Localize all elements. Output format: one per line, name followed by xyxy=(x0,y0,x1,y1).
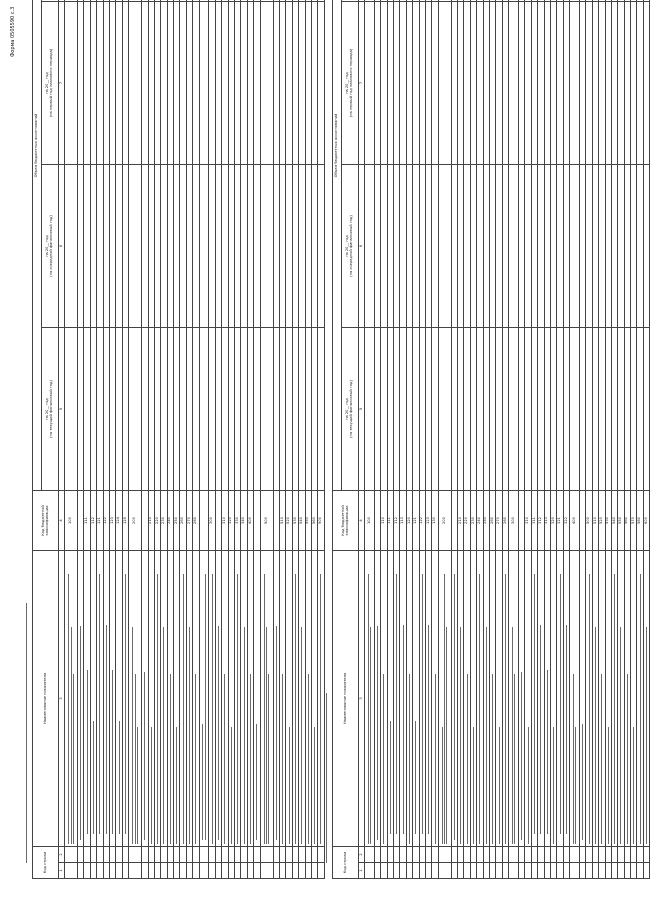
row-kbk: 321 xyxy=(557,491,563,551)
text-line xyxy=(528,727,529,844)
row-code-empty xyxy=(509,847,519,863)
value-cell[interactable] xyxy=(365,165,375,328)
text-line xyxy=(573,674,574,844)
value-cell[interactable] xyxy=(65,2,78,165)
section-1-title xyxy=(24,603,30,863)
text-line xyxy=(390,721,391,834)
header-year-3 xyxy=(342,2,359,165)
row-kbk: 100 xyxy=(365,491,375,551)
row-code-empty xyxy=(260,847,273,863)
value-cell[interactable] xyxy=(65,328,78,491)
value-cell[interactable] xyxy=(509,0,519,2)
value-cell[interactable] xyxy=(199,2,209,165)
table-row xyxy=(643,0,649,879)
value-cell[interactable] xyxy=(260,165,273,328)
row-kbk: 111 xyxy=(84,491,90,551)
row-kbk: 311 xyxy=(531,491,537,551)
row-kbk: 500 xyxy=(586,491,592,551)
column-number: 1 xyxy=(59,863,65,879)
row-kbk: 313 xyxy=(544,491,550,551)
column-number: 3 xyxy=(59,551,65,847)
header-year-1 xyxy=(42,328,59,491)
header-year-note: (на текущий финансовый год) xyxy=(49,380,53,438)
row-kbk: 520 xyxy=(599,491,605,551)
value-cell[interactable] xyxy=(129,165,142,328)
text-line xyxy=(289,727,290,844)
text-line xyxy=(125,574,126,834)
header-year-label: на 20__ год xyxy=(45,235,50,257)
text-line xyxy=(244,627,245,844)
header-year-3 xyxy=(42,2,59,165)
row-name xyxy=(438,551,451,847)
header-year-label: на 20__ год xyxy=(345,398,350,420)
row-kbk: 340 xyxy=(241,491,247,551)
row-kbk: 570 xyxy=(631,491,637,551)
text-line xyxy=(112,670,113,834)
header-year-2 xyxy=(342,165,359,328)
header-group: Объем бюджетных ассигнований xyxy=(333,0,342,491)
row-kbk: 322 xyxy=(563,491,569,551)
value-cell[interactable] xyxy=(438,2,451,165)
row-kbk: 320 xyxy=(550,491,556,551)
text-line xyxy=(137,727,138,844)
value-cell[interactable] xyxy=(438,328,451,491)
header-year-note: (на очередной финансовый год) xyxy=(49,215,53,277)
table-row xyxy=(570,0,580,879)
value-cell[interactable] xyxy=(260,2,273,165)
value-cell[interactable] xyxy=(643,165,649,328)
text-line xyxy=(505,574,506,844)
row-kbk: 580 xyxy=(637,491,643,551)
column-number: 2 xyxy=(59,847,65,863)
row-kbk: 240 xyxy=(477,491,483,551)
row-kbk: 400 xyxy=(247,491,253,551)
column-number: 4 xyxy=(59,491,65,551)
text-line xyxy=(547,670,548,834)
text-line xyxy=(415,721,416,834)
row-kbk: 560 xyxy=(624,491,630,551)
table-row xyxy=(260,0,273,879)
column-number: 3 xyxy=(359,551,365,847)
value-cell[interactable] xyxy=(260,0,273,2)
row-kbk: 540 xyxy=(611,491,617,551)
text-line xyxy=(454,574,455,840)
text-line xyxy=(446,627,447,844)
text-line xyxy=(444,574,445,844)
text-line xyxy=(314,727,315,844)
table-row xyxy=(65,0,78,879)
text-line xyxy=(256,724,257,840)
value-cell[interactable] xyxy=(199,0,209,2)
section-2-title xyxy=(324,693,330,863)
row-kbk: 112 xyxy=(90,491,96,551)
row-code-empty xyxy=(643,847,649,863)
header-year-note: (на первый год планового периода) xyxy=(349,48,353,118)
column-number: 6 xyxy=(59,165,65,328)
text-line xyxy=(409,674,410,844)
header-year-2 xyxy=(42,165,59,328)
row-kbk: 270 xyxy=(186,491,192,551)
value-cell[interactable] xyxy=(365,328,375,491)
header-year-1 xyxy=(342,328,359,491)
row-kbk: 220 xyxy=(154,491,160,551)
column-number: 2 xyxy=(359,847,365,863)
text-line xyxy=(231,727,232,844)
header-year-label: на 20__ год xyxy=(45,72,50,94)
text-line xyxy=(224,674,225,844)
value-cell[interactable] xyxy=(509,165,519,328)
column-number: 5 xyxy=(59,328,65,491)
text-line xyxy=(68,574,69,844)
row-name xyxy=(509,551,519,847)
value-cell[interactable] xyxy=(318,165,324,328)
row-kbk: 260 xyxy=(180,491,186,551)
row-code-empty xyxy=(199,863,209,879)
table-row xyxy=(129,0,142,879)
text-line xyxy=(633,727,634,844)
text-line xyxy=(237,574,238,844)
value-cell[interactable] xyxy=(318,328,324,491)
text-line xyxy=(212,574,213,844)
header-name: Наименование показателя xyxy=(33,551,59,847)
text-line xyxy=(282,674,283,844)
row-kbk xyxy=(199,491,209,551)
table-row xyxy=(365,0,375,879)
text-line xyxy=(264,574,265,844)
section-1-table xyxy=(32,0,325,879)
row-code-empty xyxy=(365,847,375,863)
form-label: Форма 0505590 с.3 xyxy=(10,6,16,57)
text-line xyxy=(479,574,480,844)
text-line xyxy=(295,574,296,844)
text-line xyxy=(566,625,567,834)
table-row xyxy=(438,0,451,879)
text-line xyxy=(80,626,81,840)
text-line xyxy=(87,670,88,834)
header-year-label: на 20__ год xyxy=(345,72,350,94)
text-line xyxy=(540,625,541,834)
value-cell[interactable] xyxy=(129,2,142,165)
text-line xyxy=(553,727,554,844)
text-line xyxy=(514,674,515,844)
row-kbk: 230 xyxy=(161,491,167,551)
text-line xyxy=(308,674,309,844)
text-line xyxy=(512,627,513,844)
row-kbk: 530 xyxy=(605,491,611,551)
row-kbk: 330 xyxy=(235,491,241,551)
header-kbk: Код бюджетной классификации xyxy=(333,491,359,551)
value-cell[interactable] xyxy=(643,0,649,2)
row-code-empty xyxy=(365,863,375,879)
value-cell[interactable] xyxy=(65,0,78,2)
text-line xyxy=(93,721,94,834)
text-line xyxy=(151,727,152,844)
value-cell[interactable] xyxy=(509,328,519,491)
row-name xyxy=(365,551,375,847)
row-kbk: 124 xyxy=(116,491,122,551)
text-line xyxy=(176,727,177,844)
header-year-label: на 20__ год xyxy=(345,235,350,257)
text-line xyxy=(368,574,369,844)
row-kbk: 560 xyxy=(311,491,317,551)
value-cell[interactable] xyxy=(365,2,375,165)
row-code-empty xyxy=(199,847,209,863)
row-kbk: 510 xyxy=(279,491,285,551)
value-cell[interactable] xyxy=(570,165,580,328)
header-year-4 xyxy=(342,0,359,2)
row-kbk: 230 xyxy=(470,491,476,551)
column-number: 1 xyxy=(359,863,365,879)
row-name xyxy=(260,551,273,847)
row-kbk: 270 xyxy=(496,491,502,551)
row-kbk: 112 xyxy=(393,491,399,551)
text-line xyxy=(266,627,267,844)
row-kbk: 120 xyxy=(406,491,412,551)
row-kbk: 280 xyxy=(193,491,199,551)
text-line xyxy=(627,674,628,844)
row-kbk: 540 xyxy=(299,491,305,551)
text-line xyxy=(396,574,397,834)
text-line xyxy=(595,627,596,844)
text-line xyxy=(608,727,609,844)
text-line xyxy=(320,574,321,844)
row-kbk: 400 xyxy=(570,491,580,551)
text-line xyxy=(205,574,206,840)
text-line xyxy=(467,674,468,844)
text-line xyxy=(422,574,423,834)
value-cell[interactable] xyxy=(438,0,451,2)
row-kbk: 110 xyxy=(381,491,387,551)
row-kbk: 123 xyxy=(425,491,431,551)
value-cell[interactable] xyxy=(643,2,649,165)
header-year-note: (на текущий финансовый год) xyxy=(349,380,353,438)
row-kbk: 300 xyxy=(209,491,215,551)
value-cell[interactable] xyxy=(318,2,324,165)
row-name xyxy=(65,551,78,847)
text-line xyxy=(276,626,277,840)
row-kbk: 280 xyxy=(502,491,508,551)
text-line xyxy=(377,626,378,840)
header-year-4 xyxy=(42,0,59,2)
row-kbk: 200 xyxy=(438,491,451,551)
header-year-note: (на первый год планового периода) xyxy=(49,48,53,118)
row-kbk: 310 xyxy=(525,491,531,551)
column-number: 7 xyxy=(359,2,365,165)
text-line xyxy=(189,627,190,844)
row-kbk: 130 xyxy=(432,491,438,551)
text-line xyxy=(614,574,615,844)
text-line xyxy=(106,625,107,834)
text-line xyxy=(268,674,269,844)
text-line xyxy=(473,727,474,844)
header-code: Код строки xyxy=(33,847,59,879)
row-kbk: 125 xyxy=(122,491,128,551)
value-cell[interactable] xyxy=(129,328,142,491)
row-kbk: 550 xyxy=(305,491,311,551)
row-kbk: 550 xyxy=(618,491,624,551)
text-line xyxy=(442,727,443,844)
text-line xyxy=(157,574,158,844)
value-cell[interactable] xyxy=(570,2,580,165)
row-kbk: 100 xyxy=(65,491,78,551)
text-line xyxy=(435,674,436,844)
column-number: 7 xyxy=(59,2,65,165)
column-number: 6 xyxy=(359,165,365,328)
row-kbk: 113 xyxy=(400,491,406,551)
row-kbk: 220 xyxy=(464,491,470,551)
row-name xyxy=(570,551,580,847)
text-line xyxy=(99,574,100,834)
header-year-note: (на очередной финансовый год) xyxy=(349,215,353,277)
text-line xyxy=(403,625,404,834)
value-cell[interactable] xyxy=(509,2,519,165)
row-kbk: 500 xyxy=(260,491,273,551)
row-kbk: 250 xyxy=(483,491,489,551)
row-kbk: 510 xyxy=(592,491,598,551)
header-kbk: Код бюджетной классификации xyxy=(33,491,59,551)
row-name xyxy=(199,551,209,847)
row-code-empty xyxy=(570,847,580,863)
text-line xyxy=(202,724,203,840)
row-code-empty xyxy=(129,863,142,879)
text-line xyxy=(486,627,487,844)
row-code-empty xyxy=(65,847,78,863)
row-code-empty xyxy=(260,863,273,879)
value-cell[interactable] xyxy=(365,0,375,2)
row-kbk: 122 xyxy=(103,491,109,551)
text-line xyxy=(560,574,561,834)
row-kbk: 312 xyxy=(538,491,544,551)
text-line xyxy=(428,625,429,834)
header-code: Код строки xyxy=(333,847,359,879)
row-kbk: 310 xyxy=(222,491,228,551)
text-line xyxy=(589,574,590,844)
header-group: Объем бюджетных ассигнований xyxy=(33,0,42,491)
text-line xyxy=(163,627,164,844)
text-line xyxy=(582,724,583,840)
value-cell[interactable] xyxy=(570,0,580,2)
text-line xyxy=(492,674,493,844)
row-kbk: 121 xyxy=(97,491,103,551)
text-line xyxy=(620,627,621,844)
row-kbk: 200 xyxy=(129,491,142,551)
value-cell[interactable] xyxy=(643,328,649,491)
column-number: 5 xyxy=(359,328,365,491)
header-year-note xyxy=(350,0,354,1)
value-cell[interactable] xyxy=(199,165,209,328)
value-cell[interactable] xyxy=(65,165,78,328)
text-line xyxy=(499,727,500,844)
row-kbk: 121 xyxy=(413,491,419,551)
value-cell[interactable] xyxy=(129,0,142,2)
text-line xyxy=(183,574,184,844)
row-kbk: 260 xyxy=(490,491,496,551)
text-line xyxy=(71,627,72,844)
text-line xyxy=(301,627,302,844)
value-cell[interactable] xyxy=(260,328,273,491)
row-kbk: 122 xyxy=(419,491,425,551)
text-line xyxy=(218,626,219,840)
value-cell[interactable] xyxy=(199,328,209,491)
header-name: Наименование показателя xyxy=(333,551,359,847)
row-kbk: 240 xyxy=(167,491,173,551)
text-line xyxy=(119,721,120,834)
row-kbk: 600 xyxy=(643,491,649,551)
row-code-empty xyxy=(438,863,451,879)
row-name xyxy=(643,551,649,847)
row-kbk: 530 xyxy=(292,491,298,551)
text-line xyxy=(383,674,384,844)
text-line xyxy=(170,674,171,844)
text-line xyxy=(195,674,196,844)
text-line xyxy=(135,674,136,844)
row-kbk: 320 xyxy=(228,491,234,551)
column-number: 4 xyxy=(359,491,365,551)
row-code-empty xyxy=(643,863,649,879)
row-code-empty xyxy=(129,847,142,863)
row-kbk: 520 xyxy=(286,491,292,551)
header-year-note xyxy=(50,0,54,1)
row-code-empty xyxy=(509,863,519,879)
text-line xyxy=(521,672,522,840)
row-kbk: 300 xyxy=(509,491,519,551)
row-name xyxy=(129,551,142,847)
row-kbk: 210 xyxy=(458,491,464,551)
value-cell[interactable] xyxy=(438,165,451,328)
text-line xyxy=(640,574,641,844)
text-line xyxy=(575,727,576,844)
text-line xyxy=(250,674,251,844)
table-row xyxy=(199,0,209,879)
row-code-empty xyxy=(438,847,451,863)
section-2-table xyxy=(332,0,650,879)
value-cell[interactable] xyxy=(570,328,580,491)
row-code-empty xyxy=(570,863,580,879)
text-line xyxy=(73,674,74,844)
table-row xyxy=(509,0,519,879)
row-kbk: 250 xyxy=(174,491,180,551)
text-line xyxy=(534,574,535,834)
row-kbk: 111 xyxy=(387,491,393,551)
text-line xyxy=(460,627,461,844)
value-cell[interactable] xyxy=(318,0,324,2)
text-line xyxy=(144,672,145,840)
row-kbk: 900 xyxy=(318,491,324,551)
text-line xyxy=(370,627,371,844)
text-line xyxy=(601,674,602,844)
text-line xyxy=(646,627,647,844)
row-kbk: 210 xyxy=(148,491,154,551)
row-code-empty xyxy=(318,863,324,879)
row-kbk: 123 xyxy=(109,491,115,551)
text-line xyxy=(132,627,133,844)
header-year-label: на 20__ год xyxy=(45,398,50,420)
row-code-empty xyxy=(65,863,78,879)
